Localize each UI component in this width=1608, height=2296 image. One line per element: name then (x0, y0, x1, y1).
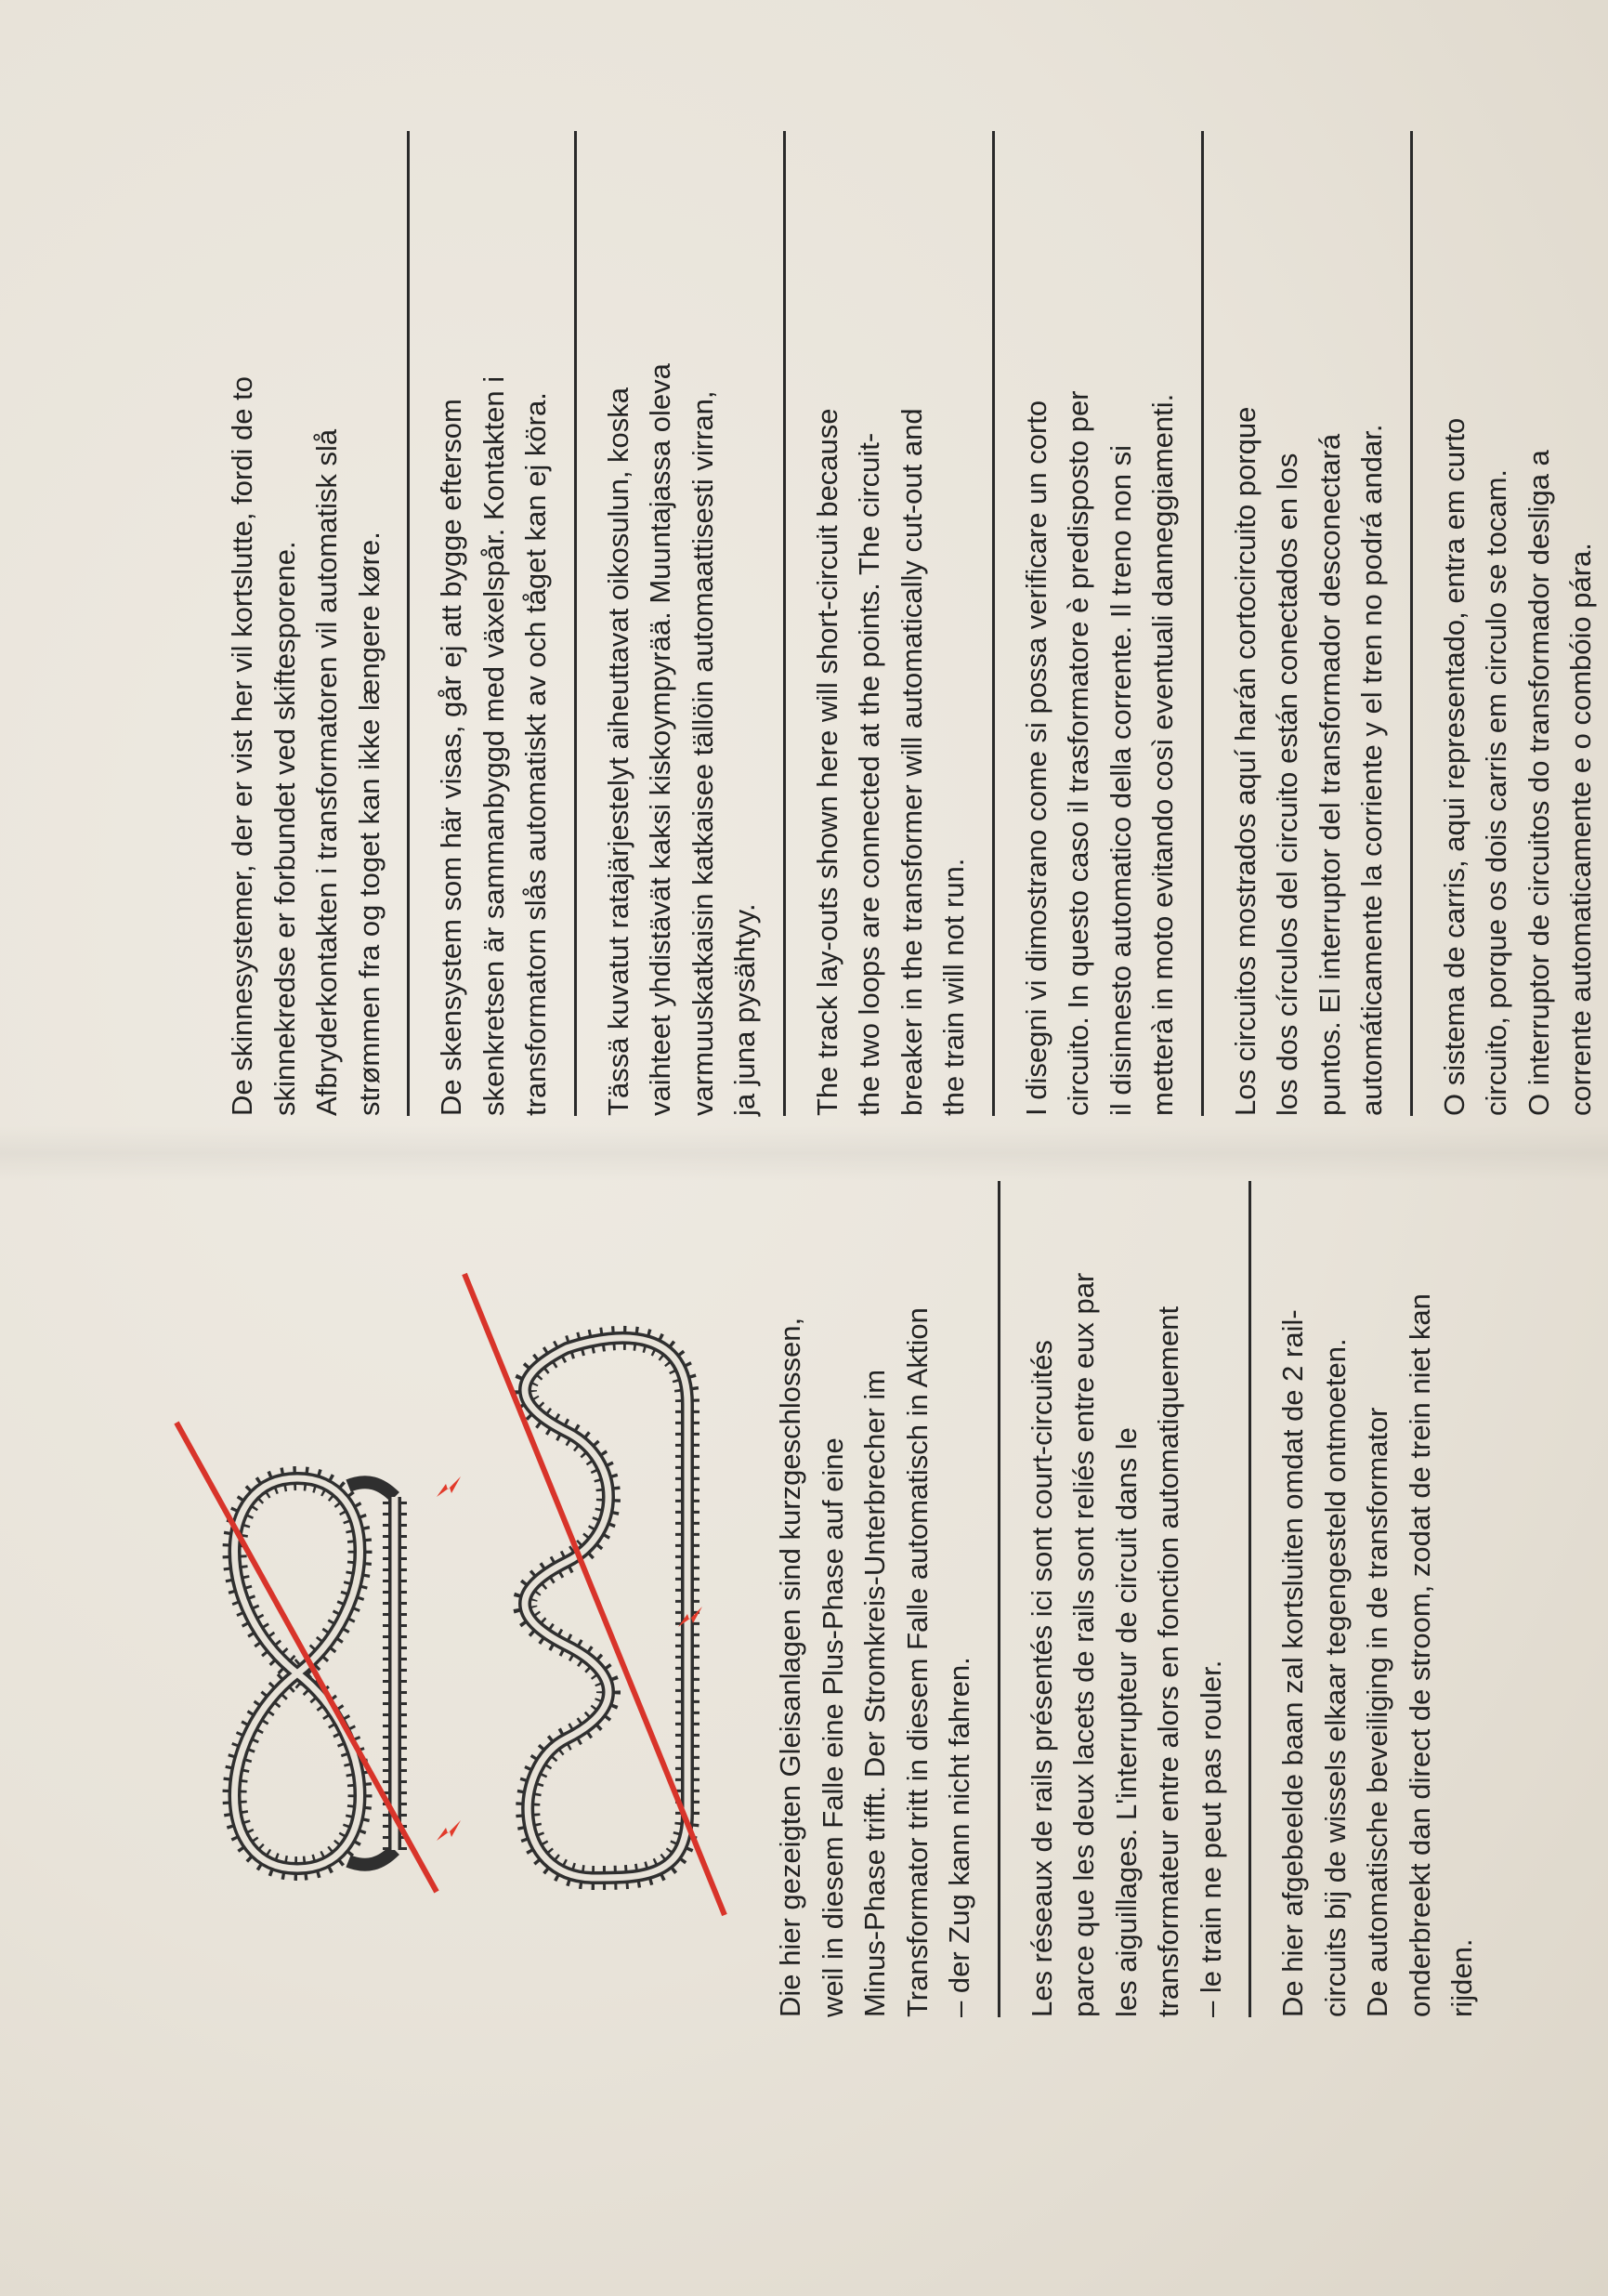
double-loop-layout (464, 1274, 725, 1915)
paragraph-en: The track lay-outs shown here will short-circuit because the two loops are connected at the points. The circuit- breaker in the transformer will automatically cut-out and the train will not run. (810, 408, 970, 1116)
paragraph-nl: De hier afgebeelde baan zal kortsluiten omdat de 2 rail- circuits bij de wissels elkaar tegengesteld ontmoeten. De automatische beveiliging in de transformator onderbreekt dan direct de stroom, zodat de trein niet kan rijden. (1276, 1293, 1478, 2017)
left-text-column (762, 1181, 1500, 2017)
paragraph-es: Los circuitos mostrados aquí harán cortocircuito porque los dos círculos del circuito están conectados en los puntos. El interruptor del transformador desconectará automáticamente la corriente y el tren no podrá andar. (1228, 406, 1388, 1116)
divider (998, 1181, 1000, 2017)
track-illustrations (158, 1172, 752, 1980)
spark-icon (437, 1476, 461, 1497)
paragraph-de: Die hier gezeigten Gleisanlagen sind kurzgeschlossen, weil in diesem Falle eine Plus-Phase auf eine Minus-Phase trifft. Der Stromkreis-Unterbrecher im Transformator tritt in diesem Falle automatisch in Aktion – der Zug kann nicht fahren. (774, 1307, 975, 2017)
divider (574, 131, 577, 1116)
divider (1248, 1181, 1251, 2017)
divider (992, 131, 995, 1116)
paragraph-da: De skinnesystemer, der er vist her vil kortslutte, fordi de to skinnekredse er forbundet ved skiftesporene. Afbryderkontakten i transformatoren vil automatisk slå strømmen fra og toget kan ikke længere køre. (226, 376, 386, 1116)
right-text-column (214, 131, 1608, 1116)
spark-icon (437, 1820, 461, 1841)
divider (1201, 131, 1204, 1116)
paragraph-it: I disegni vi dimostrano come si possa verificare un corto circuito. In questo caso il trasformatore è predisposto per il disinnesto automatico della corrente. Il treno non si metterà in moto evitando così eventuali danneggiamenti. (1019, 390, 1179, 1116)
paragraph-fr: Les réseaux de rails présentés ici sont court-circuités parce que les deux lacets de rails sont reliés entre eux par les aiguillages. L'interrupteur de circuit dans le transformateur entre alors en fonction automatiquement – le train ne peut pas rouler. (1025, 1272, 1227, 2017)
paragraph-fi: Tässä kuvatut ratajärjestelyt aiheuttavat oikosulun, koska vaihteet yhdistävät kaksi kiskoympyrää. Muuntajassa oleva varmuuskatkaisin katkaisee tällöin automaattisesti virran, ja juna pysähtyy. (601, 363, 761, 1116)
paragraph-sv: De skensystem som här visas, går ej att bygge eftersom skenkretsen är sammanbyggd med växelspår. Kontakten i transformatorn slås automatiskt av och tåget kan ej köra. (435, 375, 552, 1116)
divider (783, 131, 786, 1116)
figure-eight-layout (176, 1423, 461, 1892)
divider (1410, 131, 1413, 1116)
paragraph-pt: O sistema de carris, aqui representado, entra em curto circuito, porque os dois carris em circulo se tocam. O interruptor de circuitos do transformador desliga a corrente automaticamente e o combóio pára. (1437, 417, 1597, 1116)
divider (407, 131, 410, 1116)
